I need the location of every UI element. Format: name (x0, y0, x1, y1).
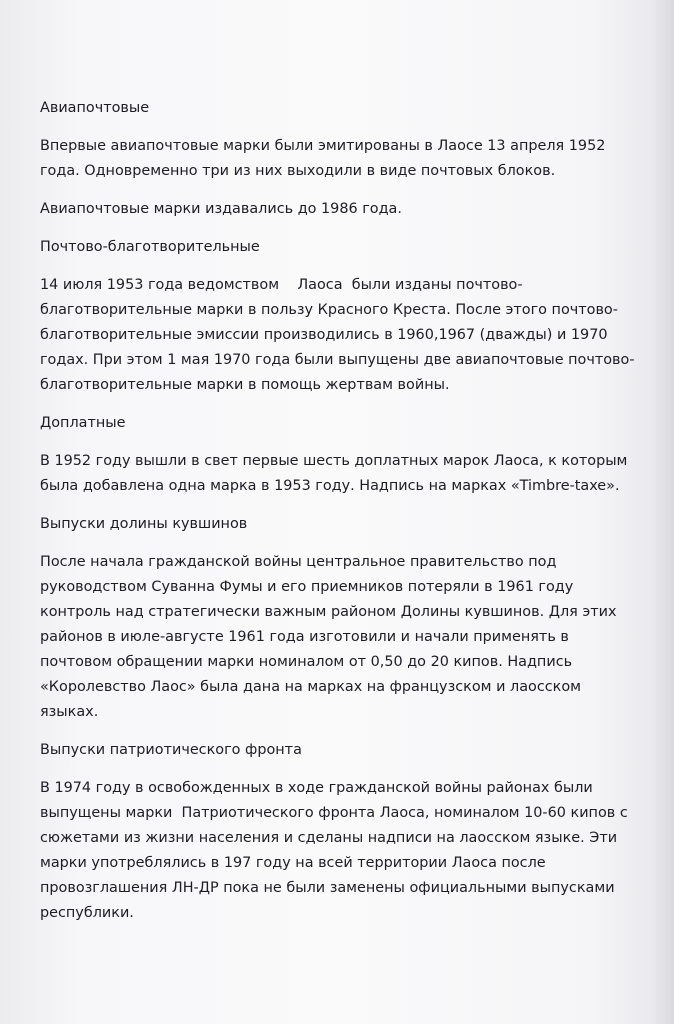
text-line: 14 июля 1953 года ведомством Лаоса были изданы почтово- (40, 277, 523, 293)
section-heading-patriotic-front (40, 738, 655, 763)
heading-text: Выпуски патриотического фронта (40, 742, 302, 758)
section-heading-postage-due (40, 411, 655, 436)
paragraph (40, 273, 655, 398)
text-line: сюжетами из жизни населения и сделаны надписи на лаосском языке. Эти (40, 830, 618, 846)
section-heading-plain-of-jars (40, 512, 655, 537)
text-line: В 1952 году вышли в свет первые шесть доплатных марок Лаоса, к которым (40, 453, 628, 469)
section-heading-charity (40, 235, 655, 260)
section-heading-airmail (40, 96, 655, 121)
paragraph (40, 776, 655, 926)
heading-text: Выпуски долины кувшинов (40, 516, 248, 532)
text-line: руководством Суванна Фумы и его приемников потеряли в 1961 году (40, 579, 574, 595)
document-body (40, 96, 655, 939)
text-line: благотворительные эмиссии производились в 1960,1967 (дважды) и 1970 (40, 327, 608, 343)
text-line: провозглашения ЛН-ДР пока не были заменены официальными выпусками (40, 880, 615, 896)
text-line: благотворительные марки в пользу Красного Креста. После этого почтово- (40, 302, 618, 318)
text-line: «Королевство Лаос» была дана на марках на французском и лаосском (40, 679, 581, 695)
paragraph (40, 550, 655, 725)
text-line: районов в июле-августе 1961 года изготовили и начали применять в (40, 629, 569, 645)
heading-text: Доплатные (40, 415, 126, 431)
text-line: почтовом обращении марки номиналом от 0,50 до 20 кипов. Надпись (40, 654, 573, 670)
text-line: контроль над стратегически важным районом Долины кувшинов. Для этих (40, 604, 617, 620)
text-line: Авиапочтовые марки издавались до 1986 года. (40, 201, 402, 217)
heading-text: Почтово-благотворительные (40, 239, 260, 255)
text-line: годах. При этом 1 мая 1970 года были выпущены две авиапочтовые почтово- (40, 352, 635, 368)
heading-text: Авиапочтовые (40, 100, 150, 116)
text-line: марки употреблялись в 197 году на всей территории Лаоса после (40, 855, 546, 871)
text-line: выпущены марки Патриотического фронта Лаоса, номиналом 10-60 кипов с (40, 805, 628, 821)
text-line: была добавлена одна марка в 1953 году. Надпись на марках «Timbre-taxe». (40, 478, 620, 494)
text-line: года. Одновременно три из них выходили в виде почтовых блоков. (40, 163, 556, 179)
text-line: После начала гражданской войны центральное правительство под (40, 554, 557, 570)
text-line: В 1974 году в освобожденных в ходе гражданской войны районах были (40, 780, 593, 796)
text-line: благотворительные марки в помощь жертвам войны. (40, 377, 450, 393)
paragraph (40, 134, 655, 184)
paragraph (40, 449, 655, 499)
text-line: Впервые авиапочтовые марки были эмитированы в Лаосе 13 апреля 1952 (40, 138, 606, 154)
text-line: языках. (40, 704, 99, 720)
paragraph (40, 197, 655, 222)
text-line: республики. (40, 905, 134, 921)
